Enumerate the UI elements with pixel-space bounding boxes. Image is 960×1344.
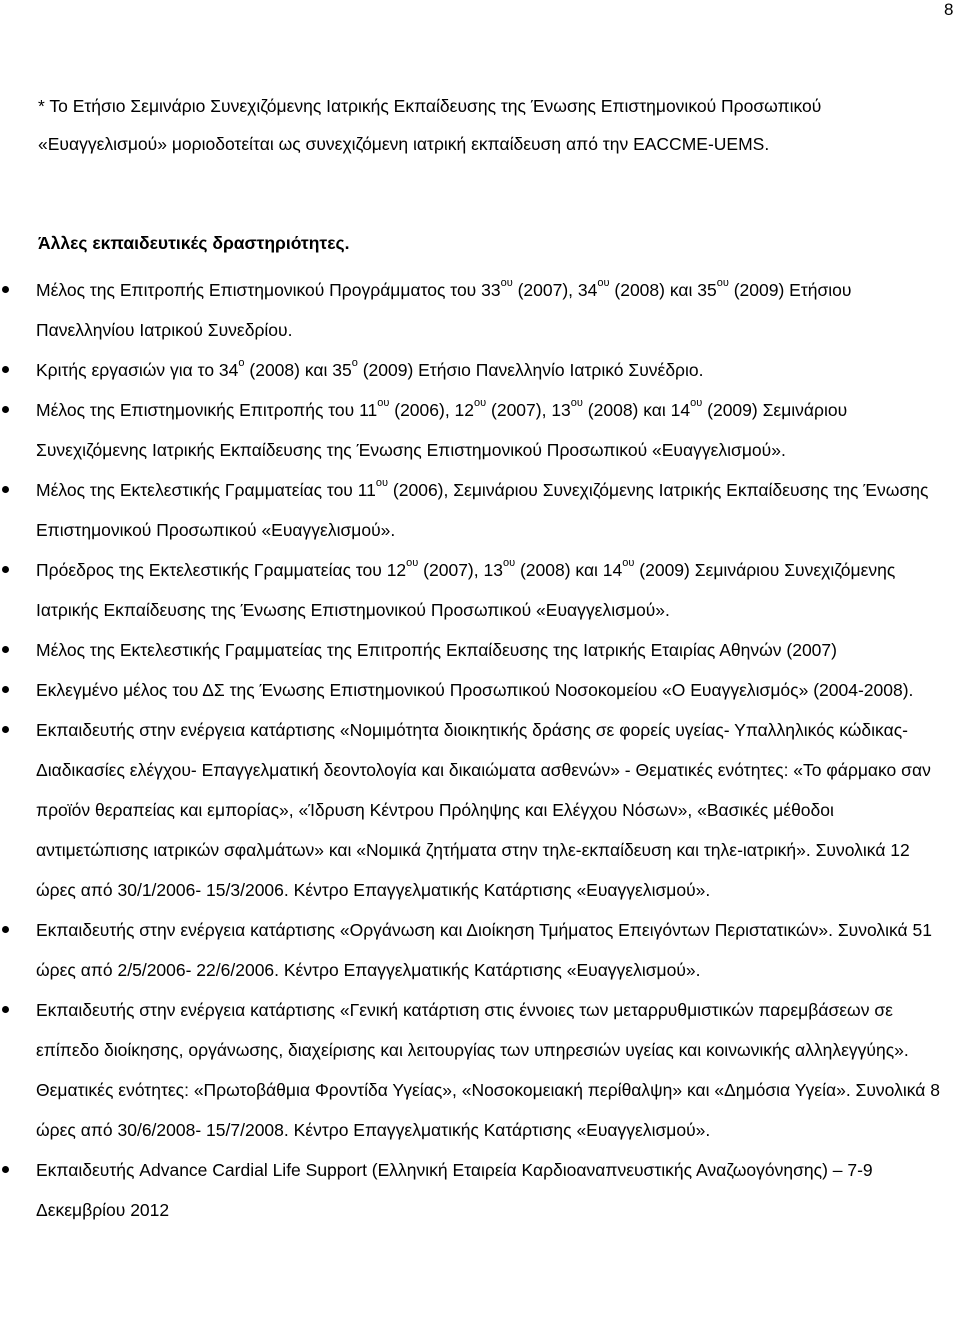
section-heading: Άλλες εκπαιδευτικές δραστηριότητες.: [38, 233, 350, 253]
page-number: 8: [944, 0, 954, 19]
list-item: Πρόεδρος της Εκτελεστικής Γραμματείας του $12^{o\upsilon}$ (2007), $13^{o\upsilon}$ (2008) και $14^{o\upsilon}$ (2009) Σεμινάριου Συνεχιζόμενης Ιατρικής Εκπαίδευσης της Ένωσης Επιστημονικού Προσωπικού «Ευαγγελισμού».: [36, 550, 948, 630]
footnote-paragraph: * Το Ετήσιο Σεμινάριο Συνεχιζόμενης Ιατρικής Εκπαίδευσης της Ένωσης Επιστημονικού Προσωπικού «Ευαγγελισμού» μοριοδοτείται ως συνεχιζόμενη ιατρική εκπαίδευση από την EACCME-UEMS.: [38, 96, 822, 154]
list-item: Εκπαιδευτής στην ενέργεια κατάρτισης «Οργάνωση και Διοίκηση Τμήματος Επειγόντων Περιστατικών». Συνολικά 51 ώρες από 2/5/2006- 22/6/2006. Κέντρο Επαγγελματικής Κατάρτισης «Ευαγγελισμού».: [36, 910, 948, 990]
list-item: Εκπαιδευτής Advance Cardial Life Support (Ελληνική Εταιρεία Καρδιοαναπνευστικής Αναζωογόνησης) – 7-9 Δεκεμβρίου 2012: [36, 1150, 948, 1230]
activities-list: [36, 270, 948, 1230]
list-item: Εκπαιδευτής στην ενέργεια κατάρτισης «Γενική κατάρτιση στις έννοιες των μεταρρυθμιστικών παρεμβάσεων σε επίπεδο διοίκησης, οργάνωσης, διαχείρισης και λειτουργίας των υπηρεσιών υγείας και κοινωνικής αλληλεγγύης». Θεματικές ενότητες: «Πρωτοβάθμια Φροντίδα Υγείας», «Νοσοκομειακή περίθαλψη» και «Δημόσια Υγεία». Συνολικά 8 ώρες από 30/6/2008- 15/7/2008. Κέντρο Επαγγελματικής Κατάρτισης «Ευαγγελισμού».: [36, 990, 948, 1150]
list-item: Μέλος της Επιστημονικής Επιτροπής του $11^{o\upsilon}$ (2006), $12^{o\upsilon}$ (2007), $13^{o\upsilon}$ (2008) και $14^{o\upsilon}$ (2009) Σεμινάριου Συνεχιζόμενης Ιατρικής Εκπαίδευσης της Ένωσης Επιστημονικού Προσωπικού «Ευαγγελισμού».: [36, 390, 948, 470]
list-item: Μέλος της Εκτελεστικής Γραμματείας του $11^{o\upsilon}$ (2006), Σεμινάριου Συνεχιζόμενης Ιατρικής Εκπαίδευσης της Ένωσης Επιστημονικού Προσωπικού «Ευαγγελισμού».: [36, 470, 948, 550]
list-item: Μέλος της Εκτελεστικής Γραμματείας της Επιτροπής Εκπαίδευσης της Ιατρικής Εταιρίας Αθηνών (2007): [36, 630, 948, 670]
list-item: Εκπαιδευτής στην ενέργεια κατάρτισης «Νομιμότητα διοικητικής δράσης σε φορείς υγείας- Υπαλληλικός κώδικας- Διαδικασίες ελέγχου- Επαγγελματική δεοντολογία και δικαιώματα ασθενών» - Θεματικές ενότητες: «Το φάρμακο σαν προϊόν θεραπείας και εμπορίας», «Ίδρυση Κέντρου Πρόληψης και Ελέγχου Νόσων», «Βασικές μέθοδοι αντιμετώπισης ιατρικών σφαλμάτων» και «Νομικά ζητήματα στην τηλε-εκπαίδευση και τηλε-ιατρική». Συνολικά 12 ώρες από 30/1/2006- 15/3/2006. Κέντρο Επαγγελματικής Κατάρτισης «Ευαγγελισμού».: [36, 710, 948, 910]
list-item: Κριτής εργασιών για το $34^o$ (2008) και $35^o$ (2009) Ετήσιο Πανελληνίο Ιατρικό Συνέδριο.: [36, 350, 948, 390]
list-item: Μέλος της Επιτροπής Επιστημονικού Προγράμματος του $33^{o\upsilon}$ (2007), $34^{o\upsilon}$ (2008) και $35^{o\upsilon}$ (2009) Ετήσιου Πανελληνίου Ιατρικού Συνεδρίου.: [36, 270, 941, 350]
list-item: Εκλεγμένο μέλος του ΔΣ της Ένωσης Επιστημονικού Προσωπικού Νοσοκομείου «Ο Ευαγγελισμός» (2004-2008).: [36, 670, 948, 710]
